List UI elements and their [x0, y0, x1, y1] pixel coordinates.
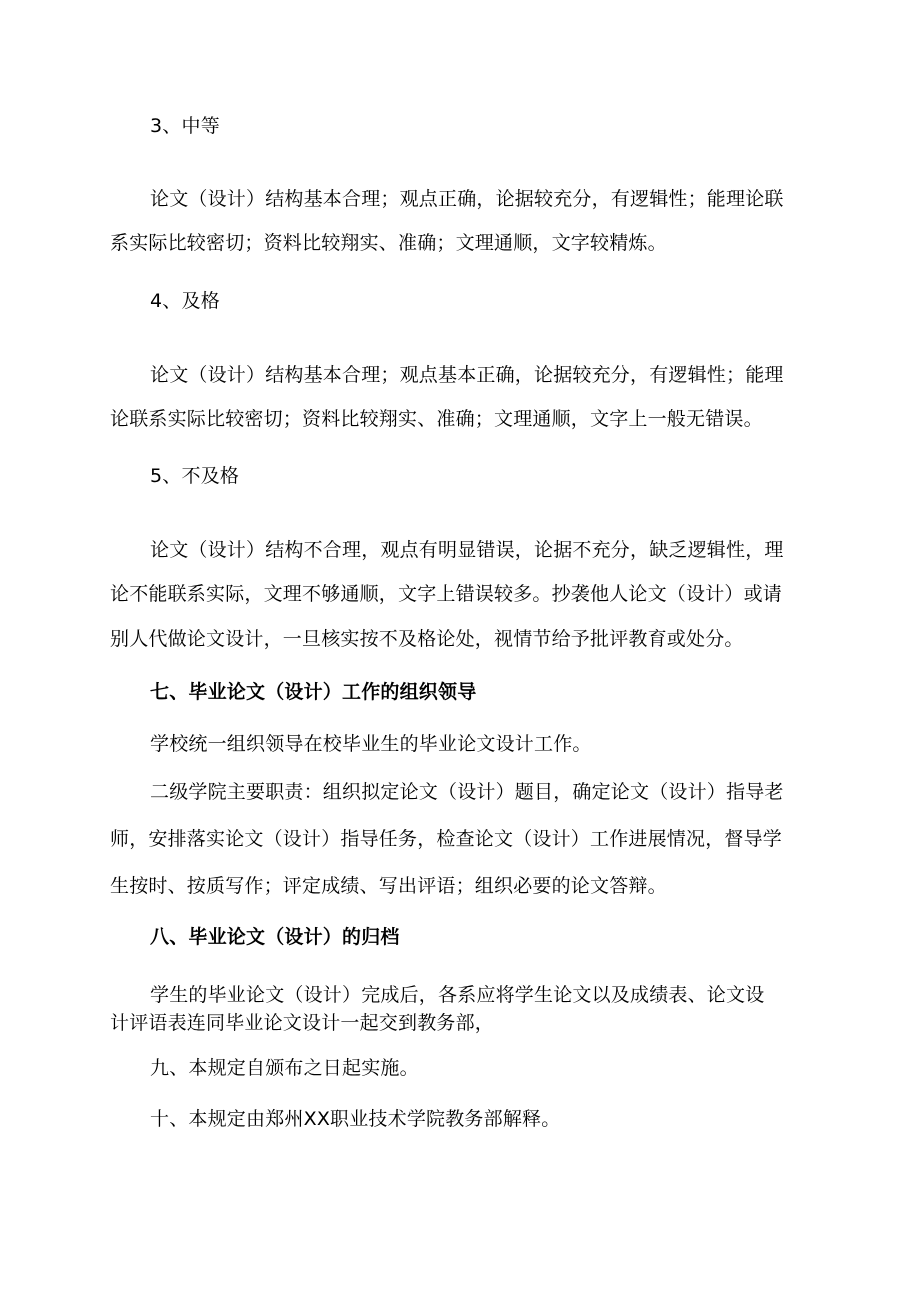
paragraph-line: 论文（设计）结构基本合理；观点基本正确，论据较充分，有逻辑性；能理 — [150, 364, 784, 386]
paragraph-line: 别人代做论文设计，一旦核实按不及格论处，视情节给予批评教育或处分。 — [110, 628, 744, 650]
section-heading-7: 七、毕业论文（设计）工作的组织领导 — [150, 681, 477, 703]
paragraph-line: 论文（设计）结构基本合理；观点正确，论据较充分，有逻辑性；能理论联 — [150, 188, 784, 210]
section-heading-8: 八、毕业论文（设计）的归档 — [150, 926, 400, 948]
grade-heading-medium: 3、中等 — [150, 115, 220, 137]
grade-heading-pass: 4、及格 — [150, 290, 220, 312]
paragraph-line: 师，安排落实论文（设计）指导任务，检查论文（设计）工作进展情况，督导学 — [110, 828, 783, 850]
paragraph-line: 系实际比较密切；资料比较翔实、准确；文理通顺，文字较精炼。 — [110, 232, 667, 254]
paragraph-line: 论文（设计）结构不合理，观点有明显错误，论据不充分，缺乏逻辑性，理 — [150, 539, 784, 561]
section-item-9: 九、本规定自颁布之日起实施。 — [150, 1057, 419, 1079]
paragraph-line: 学生的毕业论文（设计）完成后，各系应将学生论文以及成绩表、论文设 — [150, 984, 765, 1006]
paragraph-line: 生按时、按质写作；评定成绩、写出评语；组织必要的论文答辩。 — [110, 875, 667, 897]
section-item-10: 十、本规定由郑州XX职业技术学院教务部解释。 — [150, 1108, 561, 1130]
paragraph-line: 学校统一组织领导在校毕业生的毕业论文设计工作。 — [150, 733, 592, 755]
grade-heading-fail: 5、不及格 — [150, 465, 240, 487]
paragraph-line: 论不能联系实际，文理不够通顺，文字上错误较多。抄袭他人论文（设计）或请 — [110, 583, 783, 605]
paragraph-line: 计评语表连同毕业论文设计一起交到教务部， — [110, 1012, 495, 1034]
paragraph-line: 论联系实际比较密切；资料比较翔实、准确；文理通顺，文字上一般无错误。 — [110, 408, 763, 430]
paragraph-line: 二级学院主要职责：组织拟定论文（设计）题目，确定论文（设计）指导老 — [150, 781, 784, 803]
